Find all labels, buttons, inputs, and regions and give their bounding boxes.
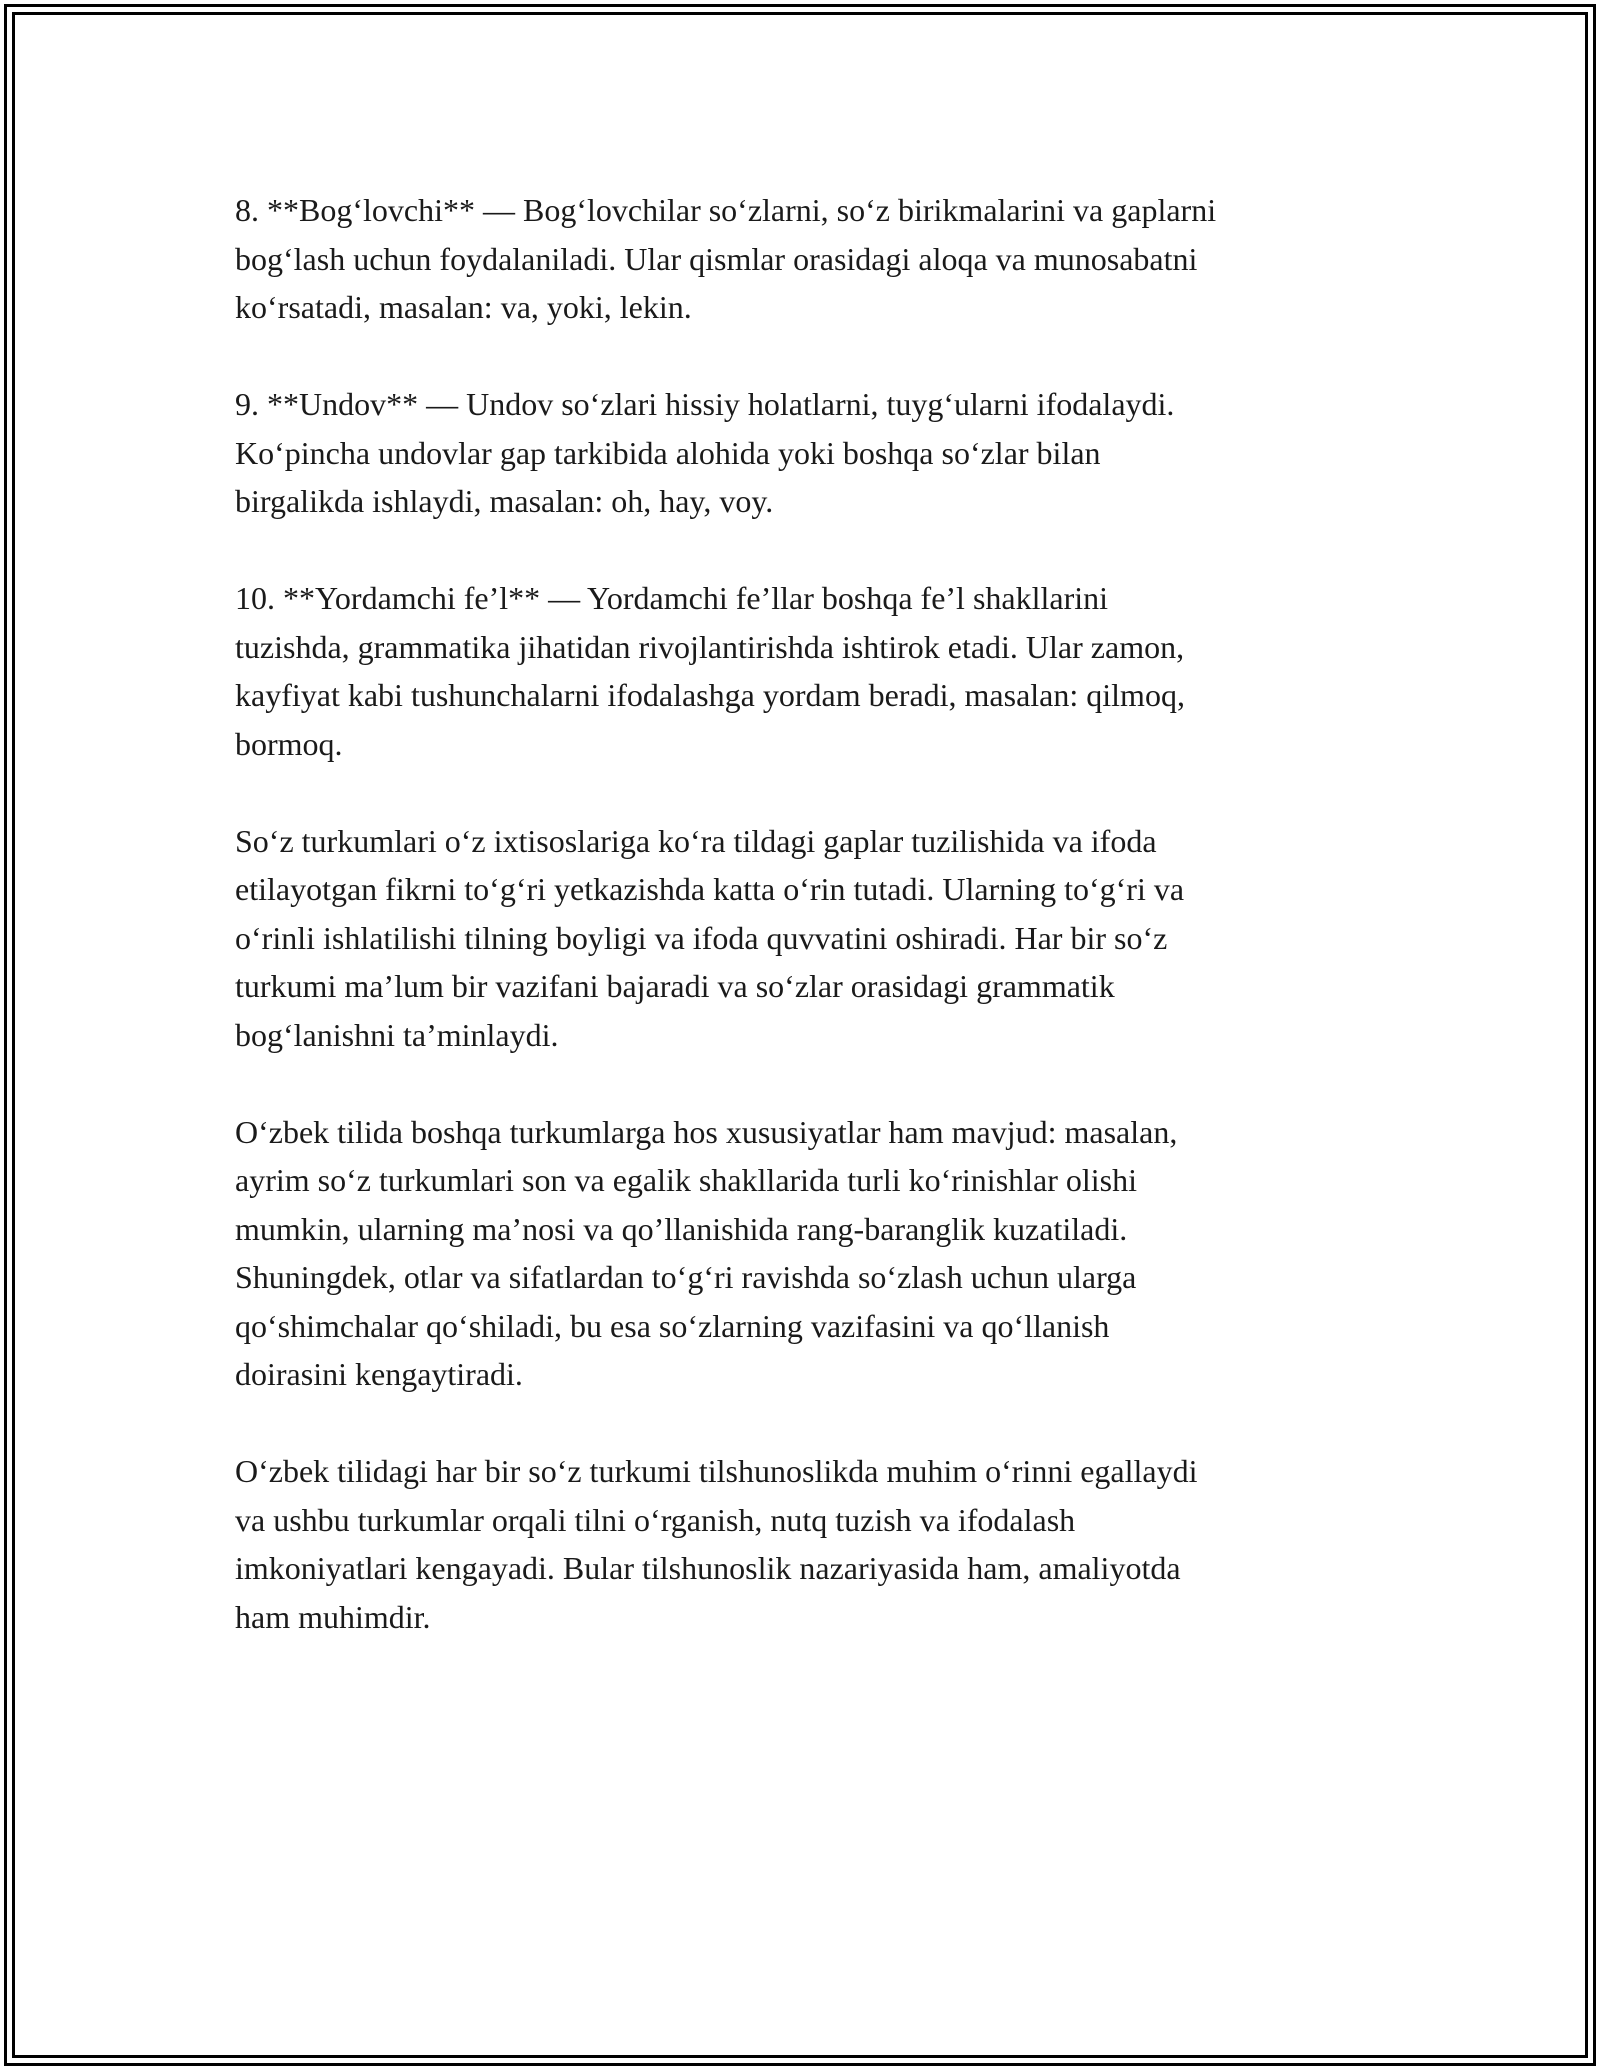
paragraph-conclusion: O‘zbek tilidagi har bir so‘z turkumi tilshunoslikda muhim o‘rinni egallaydi va ushbu turkumlar orqali tilni o‘rganish, nutq tuzish va ifodalash imkoniyatlari kengayadi. Bular tilshunoslik nazariyasida ham, amaliyotda ham muhimdir. xyxy=(235,1453,1198,1635)
document-body xyxy=(235,186,1365,1690)
paragraph-word-classes-role: So‘z turkumlari o‘z ixtisoslariga ko‘ra tildagi gaplar tuzilishida va ifoda etilayotgan fikrni to‘g‘ri yetkazishda katta o‘rin tutadi. Ularning to‘g‘ri va o‘rinli ishlatilishi tilning boyligi va ifoda quvvatini oshiradi. Har bir so‘z turkumi ma’lum bir vazifani bajaradi va so‘zlar orasidagi grammatik bog‘lanishni ta’minlaydi. xyxy=(235,822,1185,1053)
paragraph-uzbek-features: O‘zbek tilida boshqa turkumlarga hos xususiyatlar ham mavjud: masalan, ayrim so‘z turkumlari son va egalik shakllarida turli ko‘rinishlar olishi mumkin, ularning ma’nosi va qo’llanishida rang-baranglik kuzatiladi. Shuningdek, otlar va sifatlardan to‘g‘ri ravishda so‘zlash uchun ularga qo‘shimchalar qo‘shiladi, bu esa so‘zlarning vazifasini va qo‘llanish doirasini kengaytiradi. xyxy=(235,1113,1178,1392)
paragraph-auxiliary-verb: 10. **Yordamchi fe’l** — Yordamchi fe’llar boshqa fe’l shakllarini tuzishda, grammatika jihatidan rivojlantirishda ishtirok etadi. Ular zamon, kayfiyat kabi tushunchalarni ifodalashga yordam beradi, masalan: qilmoq, bormoq. xyxy=(235,580,1185,762)
paragraph-conjunction: 8. **Bog‘lovchi** — Bog‘lovchilar so‘zlarni, so‘z birikmalarini va gaplarni bog‘lash uchun foydalaniladi. Ular qismlar orasidagi aloqa va munosabatni ko‘rsatadi, masalan: va, yoki, lekin. xyxy=(235,192,1217,325)
paragraph-interjection: 9. **Undov** — Undov so‘zlari hissiy holatlarni, tuyg‘ularni ifodalaydi. Ko‘pincha undovlar gap tarkibida alohida yoki boshqa so‘zlar bilan birgalikda ishlaydi, masalan: oh, hay, voy. xyxy=(235,386,1175,519)
